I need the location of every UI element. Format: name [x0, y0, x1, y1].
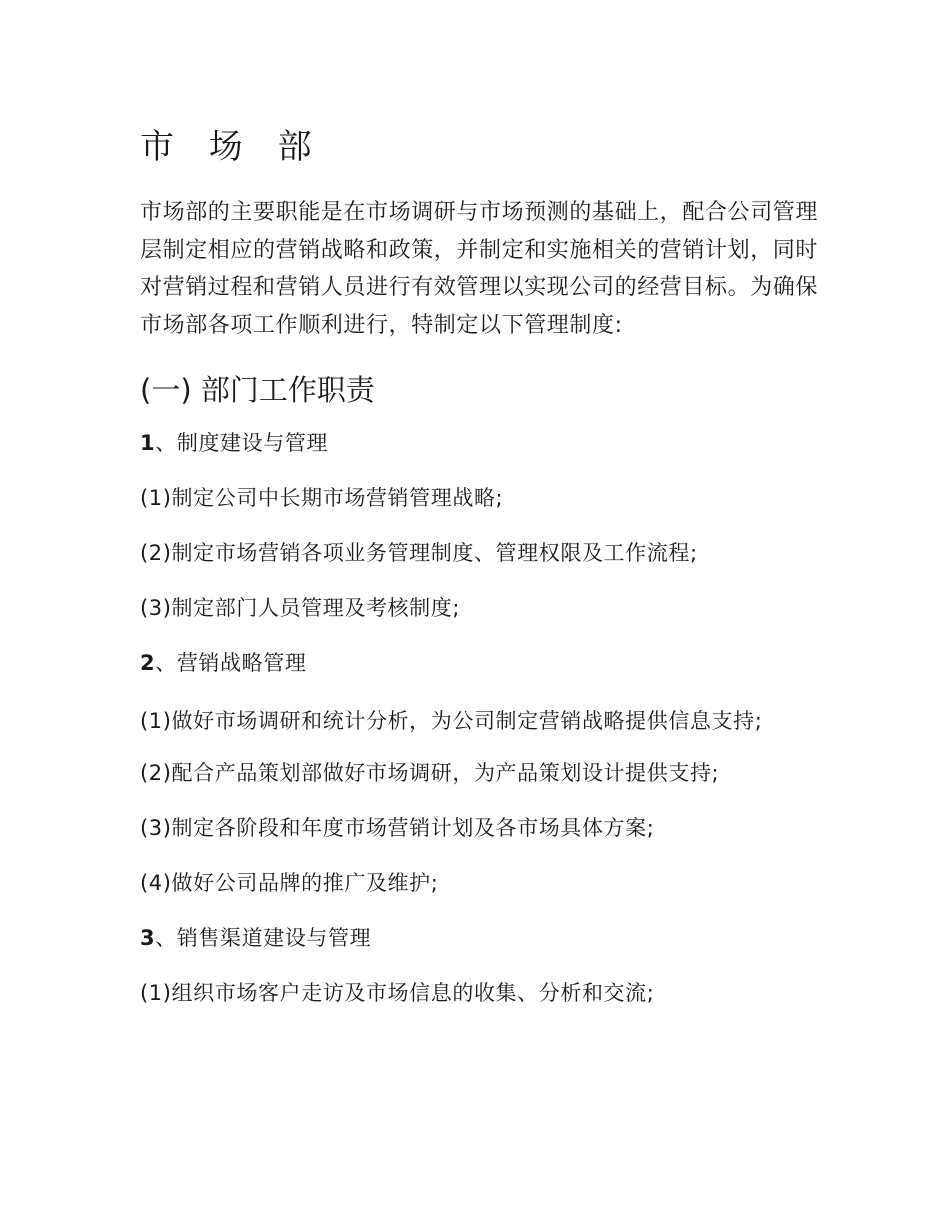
subsection-number: 3: [140, 926, 156, 950]
list-item: (1)制定公司中长期市场营销管理战略;: [140, 486, 504, 510]
intro-paragraph: 市场部的主要职能是在市场调研与市场预测的基础上，配合公司管理层制定相应的营销战略和政策，并制定和实施相关的营销计划，同时对营销过程和营销人员进行有效管理以实现公司的经营目标。为确保市场部各项工作顺利进行，特制定以下管理制度:: [140, 200, 819, 338]
subsection-title: 、制度建设与管理: [155, 431, 329, 455]
subsection-heading-2: [140, 648, 820, 678]
list-item: (2)配合产品策划部做好市场调研，为产品策划设计提供支持;: [140, 761, 720, 785]
subsection-number: 1: [140, 431, 156, 455]
list-item: (1)组织市场客户走访及市场信息的收集、分析和交流;: [140, 981, 655, 1005]
section-heading: (一) 部门工作职责: [140, 373, 375, 407]
list-item: (4)做好公司品牌的推广及维护;: [140, 871, 439, 895]
page-title: 市 场 部: [140, 127, 324, 167]
list-item: (3)制定部门人员管理及考核制度;: [140, 596, 461, 620]
list-item: (1)做好市场调研和统计分析，为公司制定营销战略提供信息支持;: [140, 709, 763, 733]
subsection-heading-3: [140, 923, 820, 953]
list-item: (2)制定市场营销各项业务管理制度、管理权限及工作流程;: [140, 541, 698, 565]
document-page: [140, 122, 820, 1033]
subsection-title: 、销售渠道建设与管理: [155, 926, 372, 950]
subsection-number: 2: [140, 651, 156, 675]
subsection-title: 、营销战略管理: [155, 651, 307, 675]
subsection-heading-1: [140, 428, 820, 458]
list-item: (3)制定各阶段和年度市场营销计划及各市场具体方案;: [140, 816, 655, 840]
